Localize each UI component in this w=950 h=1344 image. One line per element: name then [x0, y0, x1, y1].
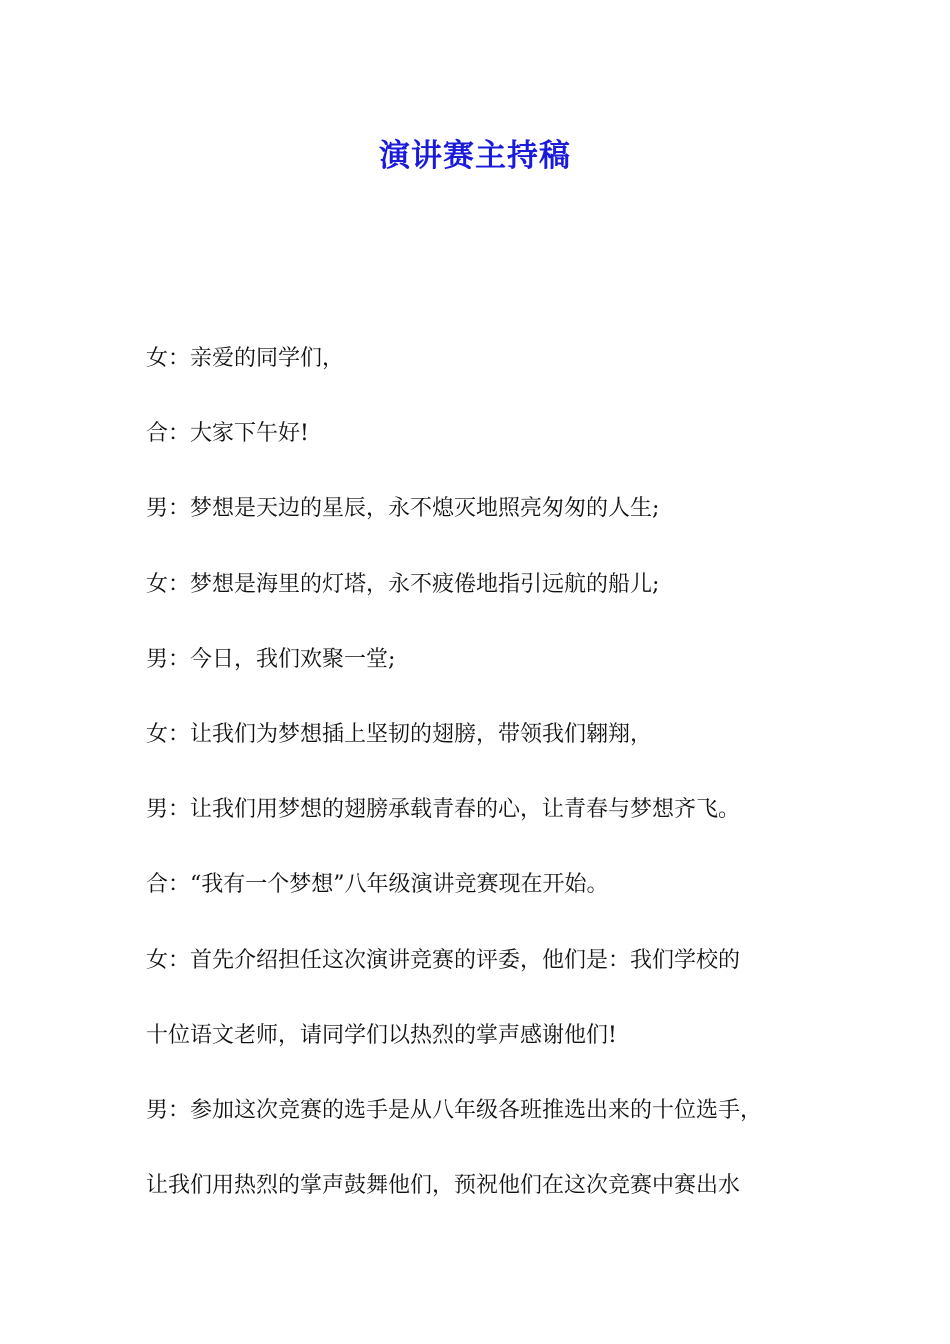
script-line: 合：“我有一个梦想”八年级演讲竞赛现在开始。: [146, 872, 609, 898]
script-line: 男：让我们用梦想的翅膀承载青春的心，让青春与梦想齐飞。: [146, 797, 741, 823]
script-line: 女：让我们为梦想插上坚韧的翅膀，带领我们翱翔，: [146, 721, 653, 747]
document-title: 演讲赛主持稿: [379, 138, 571, 174]
script-line: 女：亲爱的同学们，: [146, 346, 345, 371]
script-line: 男：梦想是天边的星辰，永不熄灭地照亮匆匆的人生;: [146, 496, 660, 522]
script-body: [146, 340, 836, 1242]
script-line: 让我们用热烈的掌声鼓舞他们，预祝他们在这次竞赛中赛出水: [146, 1173, 741, 1199]
script-line: 男：今日，我们欢聚一堂;: [146, 646, 396, 672]
script-line: 男：参加这次竞赛的选手是从八年级各班推选出来的十位选手，: [146, 1097, 763, 1123]
script-line: 女：首先介绍担任这次演讲竞赛的评委，他们是：我们学校的: [146, 947, 741, 973]
script-line: 十位语文老师，请同学们以热烈的掌声感谢他们!: [146, 1022, 617, 1048]
script-line: 合：大家下午好!: [146, 421, 309, 447]
script-line: 女：梦想是海里的灯塔，永不疲倦地指引远航的船儿;: [146, 571, 660, 597]
